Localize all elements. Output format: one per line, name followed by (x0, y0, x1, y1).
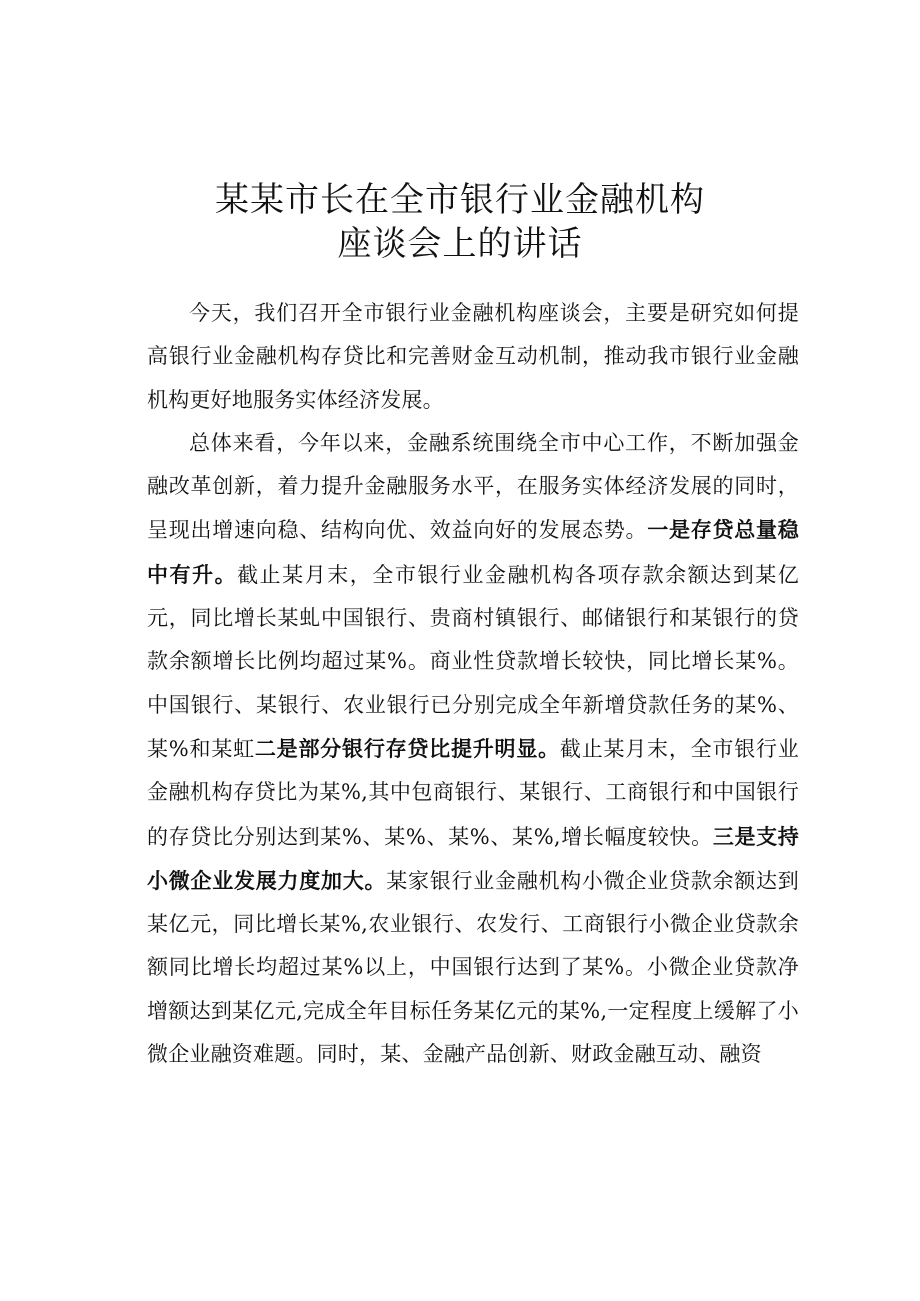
paragraph-1: 今天，我们召开全市银行业金融机构座谈会，主要是研究如何提高银行业金融机构存贷比和完善财金互动机制，推动我市银行业金融机构更好地服务实体经济发展。 (147, 301, 799, 412)
document-body (147, 292, 799, 1076)
title-line-2: 座谈会上的讲话 (337, 223, 583, 264)
point-3-text: 某家银行业金融机构小微企业贷款余额达到某亿元，同比增长某%,农业银行、农发行、工商银行小微企业贷款余额同比增长均超过某%以上，中国银行达到了某%。小微企业贷款净增额达到某亿元,完成全年目标任务某亿元的某%,一定程度上缓解了小微企业融资难题。同时，某、金融产品创新、财政金融互动、融资 (147, 868, 799, 1067)
point-1-text: 截止某月末，全市银行业金融机构各项存款余额达到某亿元，同比增长某虬中国银行、贵商村镇银行、邮储银行和某银行的贷款余额增长比例均超过某%。商业性贷款增长较快，同比增长某%。中国银行、某银行、农业银行已分别完成全年新增贷款任务的某%、某%和某虹 (147, 562, 799, 761)
paragraph-2 (147, 422, 799, 1076)
document-title (0, 178, 920, 266)
point-2-text: 截止某月末，全市银行业金融机构存贷比为某%,其中包商银行、某银行、工商银行和中国银行的存贷比分别达到某%、某%、某%、某%,增长幅度较快。 (147, 736, 799, 849)
title-line-1: 某某市长在全市银行业金融机构 (215, 179, 705, 220)
point-1-heading: 一是存贷总量稳中有升。 (147, 517, 799, 587)
paragraph-2-intro: 总体来看，今年以来，金融系统围绕全市中心工作，不断加强金融改革创新，着力提升金融服务水平，在服务实体经济发展的同时，呈现出增速向稳、结构向优、效益向好的发展态势。 (147, 430, 799, 543)
point-2-heading: 二是部分银行存贷比提升明显。 (254, 735, 560, 761)
point-3-heading: 三是支持小微企业发展力度加大。 (147, 823, 799, 893)
